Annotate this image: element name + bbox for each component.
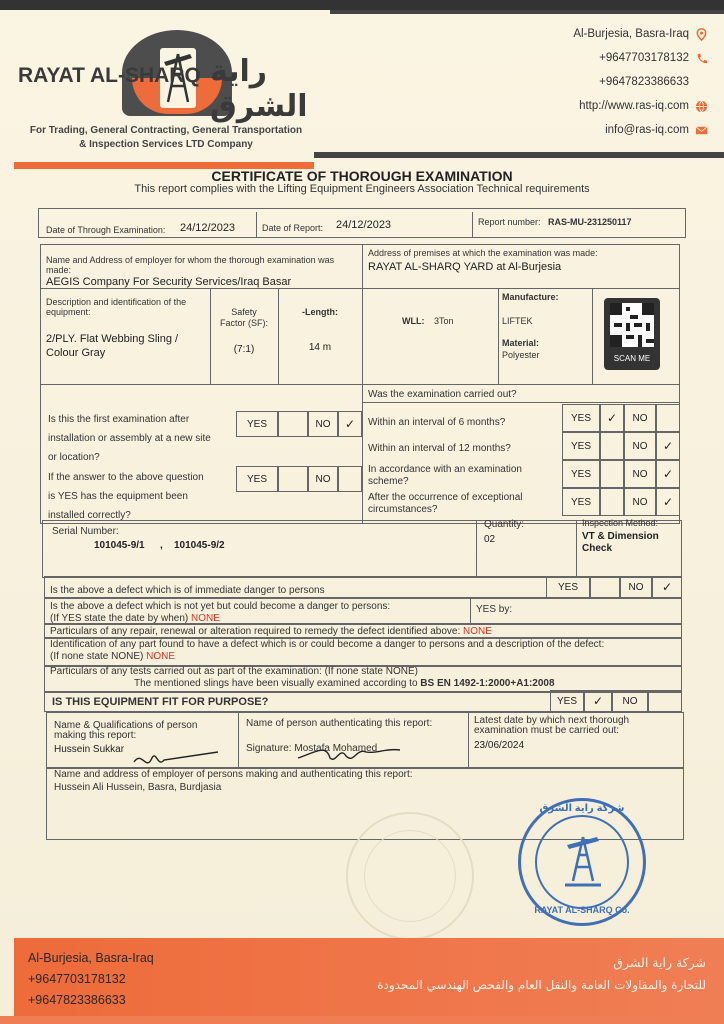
manufacture-label: Manufacture: [502,292,559,302]
logo-text-arabic: راية الشرق [210,54,308,124]
serial-value-1: 101045-9/1 [94,540,145,551]
company-stamp [518,798,646,926]
report-date-label: Date of Report: [262,223,324,233]
email-icon [695,124,708,137]
contact-address: Al-Burjesia, Basra-Iraq [573,28,689,40]
exceptional-no-tick[interactable]: ✓ [656,488,680,516]
interval12-yes-tick[interactable] [600,432,624,460]
equipment-line-1: 2/PLY. Flat Webbing Sling / [46,333,179,345]
future-defect-question: Is the above a defect which is not yet but could become a danger to persons: [50,601,391,612]
installed-no-box[interactable]: NO [308,466,338,492]
exceptional-yes-box[interactable]: YES [562,488,600,516]
interval-6-question: Within an interval of 6 months? [368,417,506,428]
report-number-label: Report number: [478,217,541,227]
contact-phone-1: +9647703178132 [599,52,689,64]
interval6-no-box[interactable]: NO [624,404,656,432]
inspection-method-value-1: VT & Dimension [582,531,659,542]
material-value: Polyester [502,350,540,360]
fit-for-purpose-question: IS THIS EQUIPMENT FIT FOR PURPOSE? [52,696,269,708]
future-defect-none: NONE [191,613,220,624]
scan-me-label: SCAN ME [613,354,651,363]
inspection-method-value-2: Check [582,543,613,554]
quantity-value: 02 [484,534,496,545]
exam-date-label: Date of Through Examination: [46,225,166,235]
exceptional-yes-tick[interactable] [600,488,624,516]
location-pin-icon [695,28,708,41]
interval6-no-tick[interactable] [656,404,680,432]
interval6-yes-tick[interactable]: ✓ [600,404,624,432]
footer-arabic-line-2: للتجارة والمقاولات العامة والنقل العام والفحص الهندسي المحدودة [377,978,706,992]
phone-icon [695,52,708,65]
fit-yes-box[interactable]: YES [550,690,584,712]
contact-phone-2: +9647823386633 [599,76,689,88]
installed-yes-tick[interactable] [278,466,308,492]
tagline-line-2: & Inspection Services LTD Company [79,139,253,150]
premises-value: RAYAT AL-SHARQ YARD at Al-Burjesia [368,261,562,273]
footer-phone-1: +9647703178132 [28,972,126,986]
tests-standard: BS EN 1492-1:2000+A1:2008 [420,678,555,689]
globe-icon [695,100,708,113]
immediate-defect-yes-tick[interactable] [590,576,620,598]
header-divider-dark [314,152,724,158]
safety-value: (7:1) [233,344,255,355]
serial-label: Serial Number: [52,526,119,537]
person-label: Name & Qualifications of person making this report: [54,720,198,741]
company-tagline [16,124,316,152]
scheme-yes-tick[interactable] [600,460,624,488]
defective-part-instruction: (If none state NONE) NONE [50,651,176,662]
qr-code[interactable] [604,298,660,370]
safety-label-1: Safety [231,307,257,317]
signature-name: Mostafa Mohamed [294,743,378,754]
immediate-defect-yes-box[interactable]: YES [546,576,590,598]
material-label: Material: [502,338,540,348]
company-logo [14,24,324,124]
footer-address: Al-Burjesia, Basra-Iraq [28,951,154,965]
repair-none: NONE [463,626,492,637]
signature-scribble-2 [296,738,406,768]
premises-label: Address of premises at which the examination was made: [368,248,598,258]
first-exam-question: Is this the first examination after installation or assembly at a new site or location? [48,414,211,463]
contact-website[interactable]: http://www.ras-iq.com [579,100,689,112]
first-exam-yes-box[interactable]: YES [236,411,278,437]
immediate-defect-no-tick[interactable]: ✓ [652,576,682,598]
signature-line: Signature: Mostafa Mohamed [246,743,378,754]
employer-label: Name and Address of employer for whom the thorough examination was made: [46,255,335,275]
serial-separator: , [160,540,163,551]
certificate-title: CERTIFICATE OF THOROUGH EXAMINATION [211,168,513,184]
footer [14,938,724,1024]
first-exam-no-tick[interactable]: ✓ [338,411,362,437]
auth-label: Name of person authenticating this report: [246,718,433,729]
scheme-yes-box[interactable]: YES [562,460,600,488]
length-label: -Length: [302,307,338,317]
footer-contact [28,948,154,1011]
installed-correctly-question: If the answer to the above question is YES has the equipment been installed correctly? [48,472,204,521]
next-date-label: Latest date by which next thorough examination must be carried out: [474,715,630,736]
scheme-no-tick[interactable]: ✓ [656,460,680,488]
repair-particulars: Particulars of any repair, renewal or alteration required to remedy the defect identified above: NONE [50,626,492,637]
fit-yes-tick[interactable]: ✓ [584,690,612,712]
equipment-label: Description and identification of the equipment: [46,297,187,317]
quantity-label: Quantity: [484,519,525,530]
wll-label: WLL: [402,316,425,326]
fit-no-box[interactable]: NO [612,690,648,712]
employer-value: AEGIS Company For Security Services/Iraq Basar [46,276,292,288]
carried-out-question: Was the examination carried out? [368,389,517,400]
footer-arabic [377,952,706,996]
next-date-value: 23/06/2024 [474,740,525,751]
exceptional-question: After the occurrence of exceptional circumstances? [368,492,523,515]
installed-yes-box[interactable]: YES [236,466,278,492]
certificate-subtitle: This report complies with the Lifting Equipment Engineers Association Technical requirements [134,183,590,195]
yes-by-label: YES by: [476,604,513,615]
contact-email[interactable]: info@ras-iq.com [605,124,689,136]
employer-persons-value: Hussein Ali Hussein, Basra, Burdjasia [54,782,222,793]
interval6-yes-box[interactable]: YES [562,404,600,432]
defective-part-question: Identification of any part found to have a defect which is or could become a danger to persons and a description of the defect: [50,639,605,650]
tagline-line-1: For Trading, General Contracting, General Transportation [29,125,303,136]
stamp-text-english: RAYAT AL-SHARQ Co. [534,905,630,915]
inspection-method-label: Inspection Method: [582,518,659,528]
interval12-yes-box[interactable]: YES [562,432,600,460]
report-number-value: RAS-MU-231250117 [548,217,632,227]
scheme-question: In accordance with an examination scheme? [368,464,522,487]
safety-label-2: Factor (SF): [219,318,268,328]
defective-part-none: NONE [146,651,176,662]
faint-embossed-stamp [346,812,474,940]
fit-no-tick[interactable] [648,690,682,712]
tests-value: The mentioned slings have been visually examined according to BS EN 1492-1:2000+A1:2008 [134,678,555,689]
top-dark-bar [0,0,724,10]
manufacture-value: LIFTEK [502,316,533,326]
exam-date-value: 24/12/2023 [180,222,236,234]
future-defect-instruction: (If YES state the date by when) NONE [50,613,220,624]
qr-code-icon [610,303,654,347]
scheme-no-box[interactable]: NO [624,460,656,488]
tests-label: Particulars of any tests carried out as part of the examination: (If none state NONE) [50,666,418,677]
interval12-no-tick[interactable]: ✓ [656,432,680,460]
report-date-value: 24/12/2023 [336,219,392,231]
logo-text-english: RAYAT AL-SHARQ [18,64,201,87]
employer-persons-label: Name and address of employer of persons making and authenticating this report: [54,769,413,780]
length-value: 14 m [308,342,332,353]
first-exam-no-box[interactable]: NO [308,411,338,437]
footer-phone-2: +9647823386633 [28,993,126,1007]
footer-bottom-bar [0,1016,724,1024]
wll-value: 3Ton [434,316,454,326]
contact-block [573,22,708,142]
top-dark-bar-secondary [330,10,724,14]
serial-value-2: 101045-9/2 [174,540,225,551]
exceptional-no-box[interactable]: NO [624,488,656,516]
immediate-defect-question: Is the above a defect which is of immediate danger to persons [50,585,325,596]
interval12-no-box[interactable]: NO [624,432,656,460]
stamp-text-arabic: شركة راية الشرق [539,803,625,814]
immediate-defect-no-box[interactable]: NO [620,576,652,598]
footer-arabic-line-1: شركة راية الشرق [613,955,706,970]
first-exam-yes-tick[interactable] [278,411,308,437]
stamp-rig-icon [563,831,603,891]
interval-12-question: Within an interval of 12 months? [368,443,511,454]
installed-no-tick[interactable] [338,466,362,492]
equipment-line-2: Colour Gray [46,347,106,359]
person-name: Hussein Sukkar [54,744,125,755]
